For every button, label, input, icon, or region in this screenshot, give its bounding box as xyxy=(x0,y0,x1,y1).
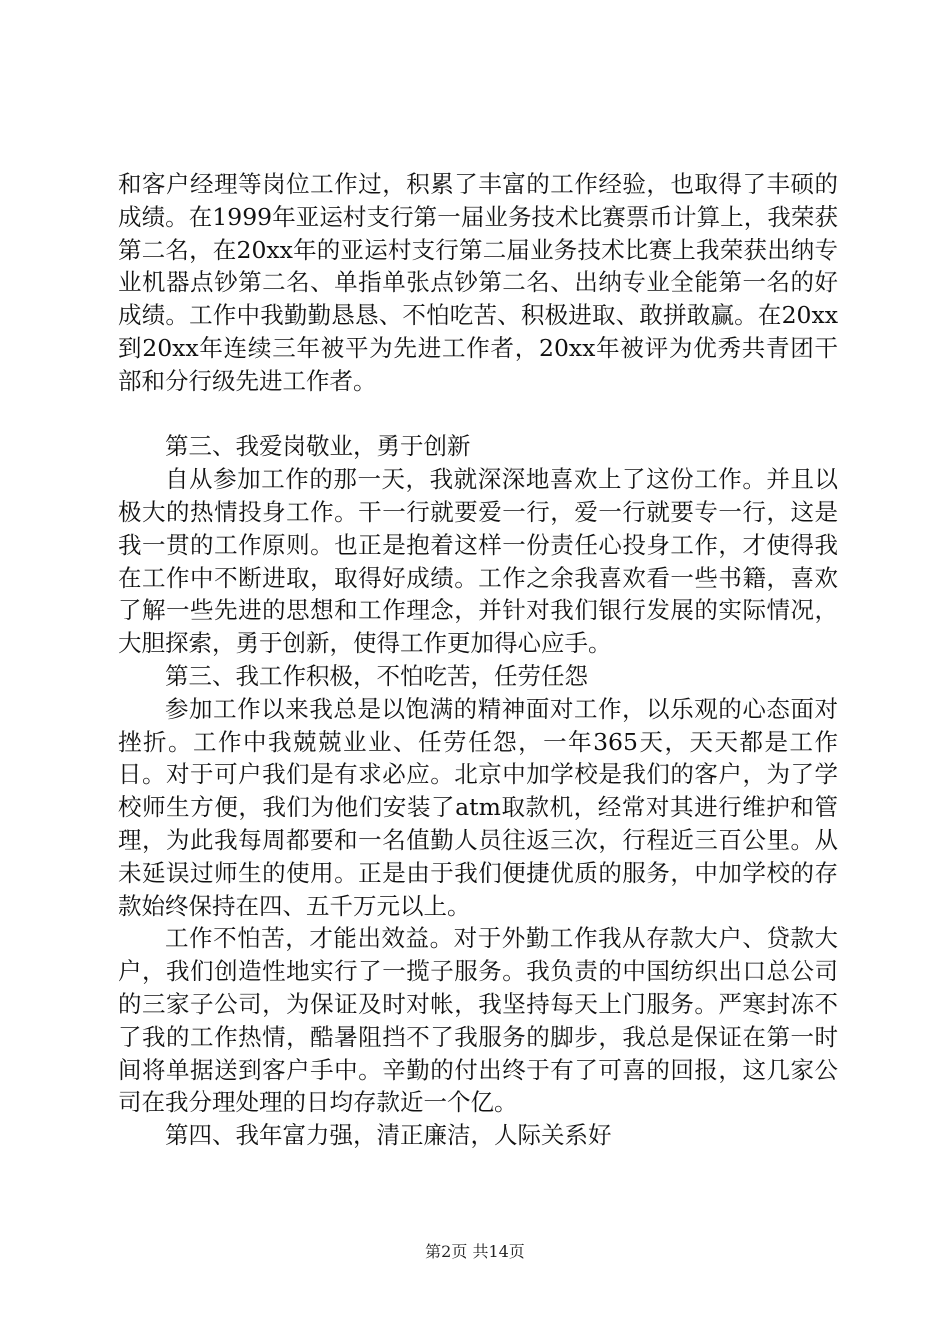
section-heading-4: 第四、我年富力强，清正廉洁，人际关系好 xyxy=(165,1121,612,1150)
page-number: 第2页 共14页 xyxy=(425,1242,525,1261)
paragraph-gap xyxy=(118,398,838,431)
paragraph-love-work: 自从参加工作的那一天，我就深深地喜欢上了这份工作。并且以极大的热情投身工作。干一行就要爱一行，爱一行就要专一行，这是我一贯的工作原则。也正是抱着这样一份责任心投身工作，才使得我在工作中不断进取，取得好成绩。工作之余我喜欢看一些书籍，喜欢了解一些先进的思想和工作理念，并针对我们银行发展的实际情况，大胆探索，勇于创新，使得工作更加得心应手。 xyxy=(118,465,838,658)
paragraph-continued: 和客户经理等岗位工作过，积累了丰富的工作经验，也取得了丰硕的成绩。在1999年亚运村支行第一届业务技术比赛票币计算上，我荣获第二名，在20xx年的亚运村支行第二届业务技术比赛上我荣获出纳专业机器点钞第二名、单指单张点钞第二名、出纳专业全能第一名的好成绩。工作中我勤勤恳恳、不怕吃苦、积极进取、敢拼敢赢。在20xx到20xx年连续三年被平为先进工作者，20xx年被评为优秀共青团干部和分行级先进工作者。 xyxy=(118,170,838,395)
section-heading-3a: 第三、我爱岗敬业，勇于创新 xyxy=(165,432,471,461)
document-body xyxy=(118,168,838,1152)
paragraph-field-service: 工作不怕苦，才能出效益。对于外勤工作我从存款大户、贷款大户，我们创造性地实行了一揽子服务。我负责的中国纺织出口总公司的三家子公司，为保证及时对帐，我坚持每天上门服务。严寒封冻不了我的工作热情，酷暑阻挡不了我服务的脚步，我总是保证在第一时间将单据送到客户手中。辛勤的付出终于有了可喜的回报，这几家公司在我分理处理的日均存款近一个亿。 xyxy=(118,924,838,1117)
page-footer xyxy=(0,1240,950,1264)
paragraph-hard-work: 参加工作以来我总是以饱满的精神面对工作，以乐观的心态面对挫折。工作中我兢兢业业、任劳任怨，一年365天，天天都是工作日。对于可户我们是有求必应。北京中加学校是我们的客户，为了学校师生方便，我们为他们安装了atm取款机，经常对其进行维护和管理，为此我每周都要和一名值勤人员往返三次，行程近三百公里。从未延误过师生的使用。正是由于我们便捷优质的服务，中加学校的存款始终保持在四、五千万元以上。 xyxy=(118,694,838,920)
section-heading-3b: 第三、我工作积极，不怕吃苦，任劳任怨 xyxy=(165,661,588,690)
